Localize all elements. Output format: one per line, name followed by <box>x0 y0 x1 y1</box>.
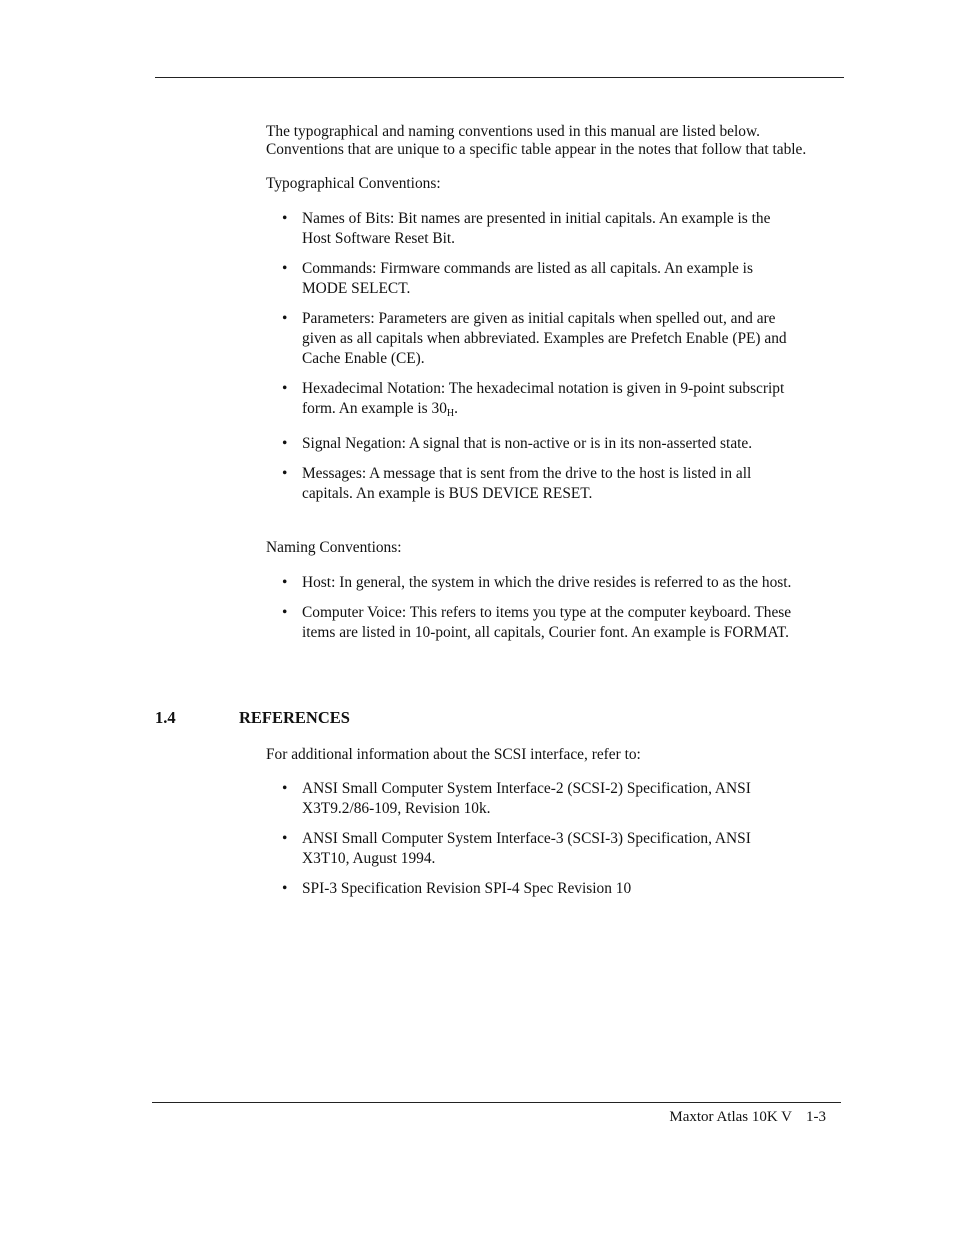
bullet: • <box>282 574 288 591</box>
list-item <box>266 879 802 899</box>
intro-paragraph: The typographical and naming conventions used in this manual are listed below. Conventions that are unique to a specific table appear in the notes that follow that table. <box>266 123 807 158</box>
list-item <box>266 259 802 299</box>
bullet: • <box>282 604 288 621</box>
list-item <box>266 464 802 504</box>
references-block <box>266 746 841 909</box>
bullet: • <box>282 830 288 847</box>
list-item-text: ANSI Small Computer System Interface-2 (SCSI-2) Specification, ANSI X3T9.2/86-109, Revision 10k. <box>302 780 751 817</box>
list-item <box>266 603 802 643</box>
footer-rule <box>152 1102 841 1103</box>
conventions-block <box>266 123 841 653</box>
bullet: • <box>282 880 288 897</box>
list-item <box>266 309 802 369</box>
list-item-text: Hexadecimal Notation: The hexadecimal notation is given in 9-point subscript form. An example is 30 <box>302 380 785 417</box>
bullet: • <box>282 310 288 327</box>
typographical-heading: Typographical Conventions: <box>266 175 441 192</box>
bullet: • <box>282 260 288 277</box>
list-item <box>266 434 802 454</box>
bullet: • <box>282 780 288 797</box>
bullet: • <box>282 210 288 227</box>
list-item-text: SPI-3 Specification Revision SPI-4 Spec Revision 10 <box>302 880 632 897</box>
typographical-list <box>266 209 841 504</box>
bullet: • <box>282 380 288 397</box>
list-item-text: Messages: A message that is sent from the drive to the host is listed in all capitals. An example is BUS DEVICE RESET. <box>302 465 752 502</box>
page-number: 1-3 <box>806 1109 826 1125</box>
list-item-text: Signal Negation: A signal that is non-active or is in its non-asserted state. <box>302 435 753 452</box>
section-number: 1.4 <box>155 708 176 727</box>
list-item-text: Commands: Firmware commands are listed as all capitals. An example is MODE SELECT. <box>302 260 753 297</box>
list-item <box>266 779 802 819</box>
list-item-text: Parameters: Parameters are given as initial capitals when spelled out, and are given as all capitals when abbreviated. Examples are Prefetch Enable (PE) and Cache Enable (CE). <box>302 310 787 367</box>
list-item-text: Computer Voice: This refers to items you type at the computer keyboard. These items are listed in 10-point, all capitals, Courier font. An example is FORMAT. <box>302 604 792 641</box>
naming-list <box>266 573 841 643</box>
list-item <box>266 829 802 869</box>
section-title: REFERENCES <box>239 708 350 727</box>
list-item <box>266 209 802 249</box>
spacer <box>266 514 841 539</box>
references-intro: For additional information about the SCSI interface, refer to: <box>266 746 641 763</box>
list-item-text: ANSI Small Computer System Interface-3 (SCSI-3) Specification, ANSI X3T10, August 1994. <box>302 830 751 867</box>
footer-product: Maxtor Atlas 10K V <box>669 1109 792 1125</box>
references-list <box>266 779 841 899</box>
bullet: • <box>282 435 288 452</box>
hex-suffix: . <box>454 400 458 417</box>
header-rule <box>155 77 844 78</box>
naming-heading: Naming Conventions: <box>266 539 402 556</box>
bullet: • <box>282 465 288 482</box>
list-item-text: Host: In general, the system in which the drive resides is referred to as the host. <box>302 574 792 591</box>
hex-subscript: H <box>446 408 455 419</box>
page-footer <box>669 1109 826 1126</box>
list-item <box>266 379 802 424</box>
list-item <box>266 573 802 593</box>
list-item-text: Names of Bits: Bit names are presented in initial capitals. An example is the Host Software Reset Bit. <box>302 210 771 247</box>
